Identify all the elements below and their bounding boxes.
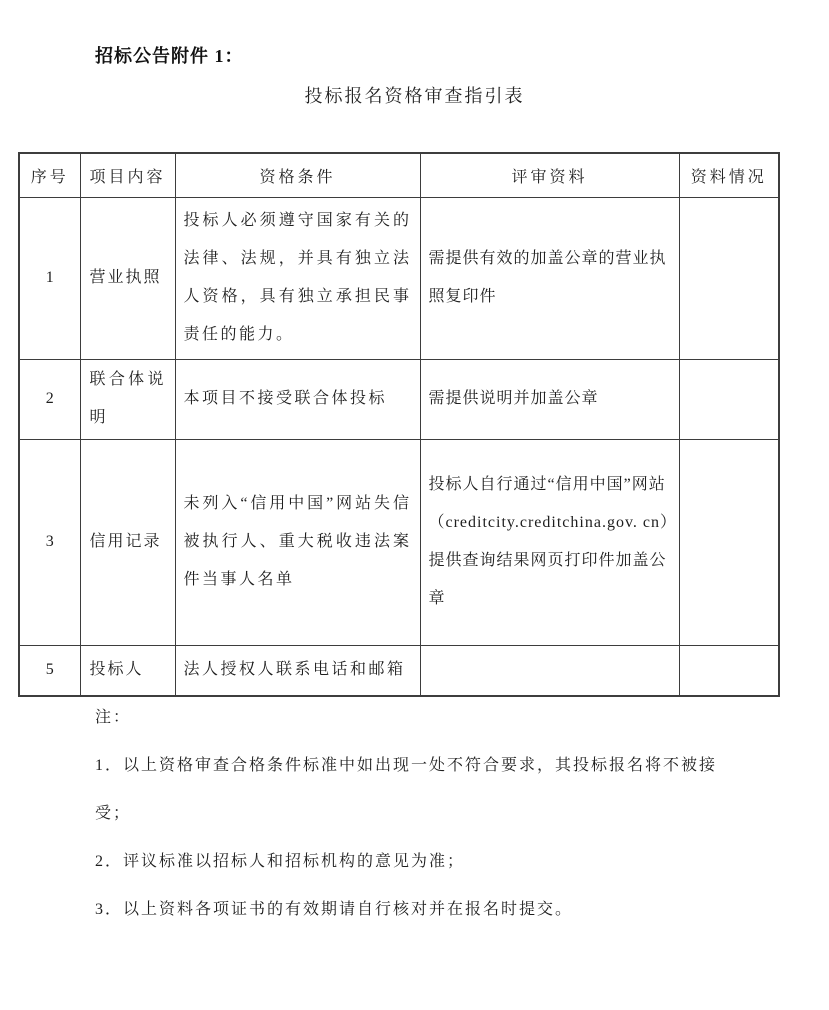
cell-seq: 5 [19, 645, 80, 696]
cell-seq: 1 [19, 197, 80, 359]
note-item-3: 3．以上资料各项证书的有效期请自行核对并在报名时提交。 [95, 901, 574, 918]
table-header-row [19, 153, 779, 197]
cell-review: 需提供说明并加盖公章 [420, 359, 679, 439]
cell-condition: 未列入“信用中国”网站失信被执行人、重大税收违法案件当事人名单 [175, 439, 420, 645]
cell-item: 投标人 [80, 645, 175, 696]
cell-condition: 本项目不接受联合体投标 [175, 359, 420, 439]
cell-item: 联合体说明 [80, 359, 175, 439]
note-item-1: 1．以上资格审查合格条件标准中如出现一处不符合要求，其投标报名将不被接受； [95, 757, 718, 822]
table-row [19, 439, 779, 645]
notes-label: 注： [95, 709, 132, 726]
cell-item: 营业执照 [80, 197, 175, 359]
cell-item: 信用记录 [80, 439, 175, 645]
notes-section [95, 694, 740, 934]
header-cell-review: 评审资料 [420, 153, 679, 197]
cell-review [420, 645, 679, 696]
document-title: 投标报名资格审查指引表 [304, 86, 525, 106]
cell-status [679, 645, 779, 696]
cell-review: 投标人自行通过“信用中国”网站（creditcity.creditchina.gov. cn）提供查询结果网页打印件加盖公章 [420, 439, 679, 645]
header-cell-item: 项目内容 [80, 153, 175, 197]
cell-seq: 3 [19, 439, 80, 645]
qualification-review-table [18, 152, 780, 697]
cell-review: 需提供有效的加盖公章的营业执照复印件 [420, 197, 679, 359]
cell-condition: 投标人必须遵守国家有关的法律、法规，并具有独立法人资格，具有独立承担民事责任的能力。 [175, 197, 420, 359]
cell-seq: 2 [19, 359, 80, 439]
header-cell-condition: 资格条件 [175, 153, 420, 197]
table-row [19, 197, 779, 359]
cell-status [679, 359, 779, 439]
cell-status [679, 197, 779, 359]
header-cell-status: 资料情况 [679, 153, 779, 197]
attachment-label: 招标公告附件 1： [95, 46, 244, 66]
table-row [19, 645, 779, 696]
cell-condition: 法人授权人联系电话和邮箱 [175, 645, 420, 696]
header-cell-seq: 序号 [19, 153, 80, 197]
note-item-2: 2．评议标准以招标人和招标机构的意见为准； [95, 853, 466, 870]
cell-status [679, 439, 779, 645]
table-row [19, 359, 779, 439]
